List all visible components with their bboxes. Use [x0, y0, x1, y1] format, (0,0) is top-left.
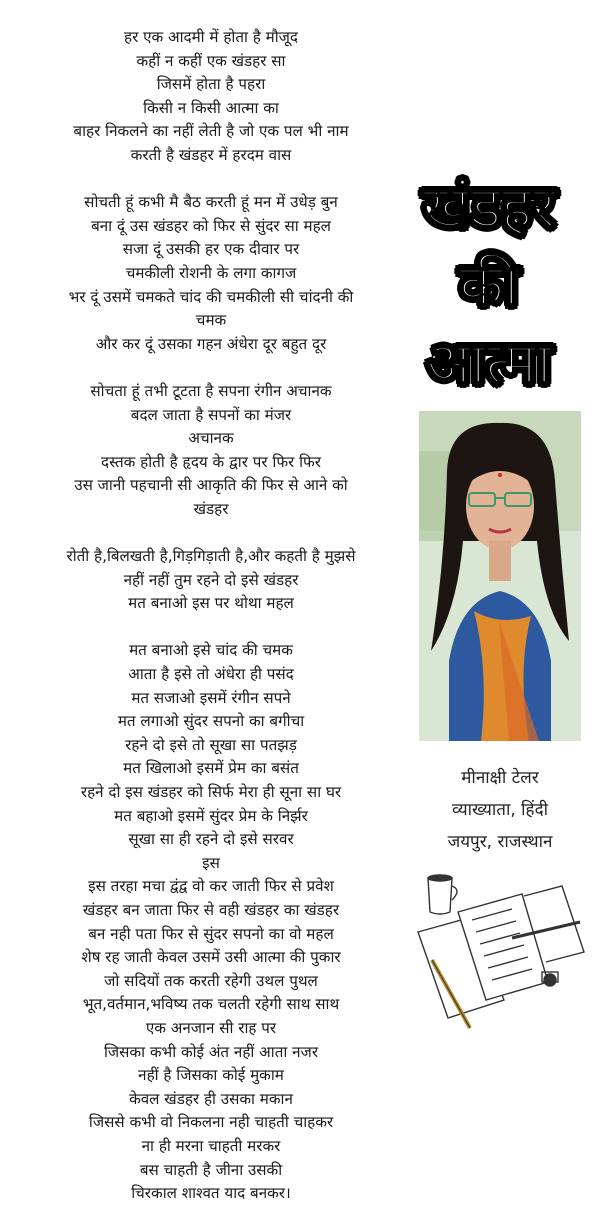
- poem-line: इस: [202, 853, 220, 872]
- poem-line: खंडहर: [193, 499, 229, 518]
- poem-line: बना दूं उस खंडहर को फिर से सुंदर सा महल: [91, 216, 331, 235]
- poem-line: आता है इसे तो अंधेरा ही पसंद: [128, 665, 294, 684]
- poem-line: एक अनजान सी राह पर: [145, 1018, 277, 1037]
- author-portrait-image: [419, 411, 581, 741]
- poem-line: बस चाहती है जीना उसकी: [139, 1160, 283, 1179]
- poem-line: जिसका कभी कोई अंत नहीं आता नजर: [103, 1042, 319, 1061]
- poem-stanza: [28, 26, 394, 168]
- poem-stanza: [28, 545, 394, 616]
- poem-line: सजा दूं उसकी हर एक दीवार पर: [122, 240, 300, 259]
- poem-line: रोती है,बिलखती है,गिड़गिड़ाती है,और कहती है मुझसे: [66, 547, 356, 566]
- poem-line: उस जानी पहचानी सी आकृति की फिर से आने को: [74, 476, 348, 495]
- poem-line: हर एक आदमी में होता है मौजूद: [124, 28, 298, 46]
- poem-line: ना ही मरना चाहती मरकर: [141, 1136, 281, 1155]
- poem-line: मत बहाओ इसमें सुंदर प्रेम के निर्झर: [114, 806, 308, 825]
- poem-text: [28, 26, 394, 1229]
- poem-line: बन नही पता फिर से सुंदर सपनो का वो महल: [88, 924, 334, 943]
- poem-stanza: [28, 380, 394, 522]
- poem-title: [400, 168, 578, 402]
- poem-line: सोचती हूं कभी मै बैठ करती हूं मन में उधेड़ बुन: [84, 193, 338, 212]
- poem-line: और कर दूं उसका गहन अंधेरा दूर बहुत दूर: [95, 334, 327, 353]
- poem-line: चमकीली रोशनी के लगा कागज: [125, 263, 297, 282]
- poem-line: मत खिलाओ इसमें प्रेम का बसंत: [123, 759, 299, 778]
- author-designation: व्याख्याता, हिंदी: [451, 800, 549, 820]
- author-info: [400, 762, 600, 858]
- poem-line: मत लगाओ सुंदर सपनो का बगीचा: [117, 712, 305, 731]
- poem-line: मत बनाओ इस पर थोथा महल: [128, 594, 294, 613]
- title-line-3: आत्मा: [426, 329, 552, 397]
- poem-line: मत बनाओ इसे चांद की चमक: [129, 641, 293, 660]
- poem-stanza: [28, 191, 394, 356]
- poem-line: रहने दो इसे तो सूखा सा पतझड़: [125, 735, 297, 754]
- poem-line: करती है खंडहर में हरदम वास: [130, 145, 292, 164]
- poem-line: सोचता हूं तभी टूटता है सपना रंगीन अचानक: [90, 381, 332, 400]
- poem-line: बदल जाता है सपनों का मंजर: [130, 405, 292, 424]
- poem-line: केवल खंडहर ही उसका मकान: [129, 1089, 293, 1108]
- poem-line: सूखा सा ही रहने दो इसे सरवर: [128, 830, 294, 849]
- writing-desk-sketch-icon: [412, 872, 588, 1032]
- poem-line: चमक: [195, 311, 227, 330]
- poem-line: बाहर निकलने का नहीं लेती है जो एक पल भी नाम: [73, 122, 349, 141]
- poem-line: मत सजाओ इसमें रंगीन सपने: [131, 688, 291, 707]
- poem-line: जिसमें होता है पहरा: [156, 75, 266, 94]
- poem-line: कहीं न कहीं एक खंडहर सा: [136, 51, 286, 70]
- poem-line: किसी न किसी आत्मा का: [143, 98, 279, 117]
- poem-line: भूत,वर्तमान,भविष्य तक चलती रहेगी साथ साथ: [82, 995, 340, 1014]
- poem-line: इस तरहा मचा द्वंद्व वो कर जाती फिर से प्रवेश: [88, 877, 334, 896]
- poem-line: दस्तक होती है हृदय के द्वार पर फिर फिर: [101, 452, 321, 471]
- poem-line: खंडहर बन जाता फिर से वही खंडहर का खंडहर: [82, 900, 340, 919]
- poem-line: रहने दो इस खंडहर को सिर्फ मेरा ही सूना सा घर: [80, 783, 342, 801]
- author-location: जयपुर, राजस्थान: [447, 832, 553, 852]
- poem-line: अचानक: [188, 429, 234, 448]
- poem-line: भर दूं उसमें चमकते चांद की चमकीली सी चांदनी की: [68, 287, 354, 306]
- poem-stanza: [28, 639, 394, 1205]
- poem-line: नहीं है जिसका कोई मुकाम: [138, 1066, 284, 1085]
- poem-line: चिरकाल शाश्वत याद बनकर।: [131, 1184, 291, 1203]
- poem-line: नहीं नहीं तुम रहने दो इसे खंडहर: [123, 570, 299, 589]
- poem-line: जो सदियों तक करती रहेगी उथल पुथल: [104, 971, 318, 990]
- poem-line: शेष रह जाती केवल उसमें उसी आत्मा की पुकार: [81, 948, 341, 967]
- poem-line: जिससे कभी वो निकलना नही चाहती चाहकर: [88, 1113, 334, 1132]
- author-name: मीनाक्षी टेलर: [461, 768, 539, 788]
- title-line-2: की: [459, 251, 519, 319]
- title-line-1: खंडहर: [422, 173, 556, 241]
